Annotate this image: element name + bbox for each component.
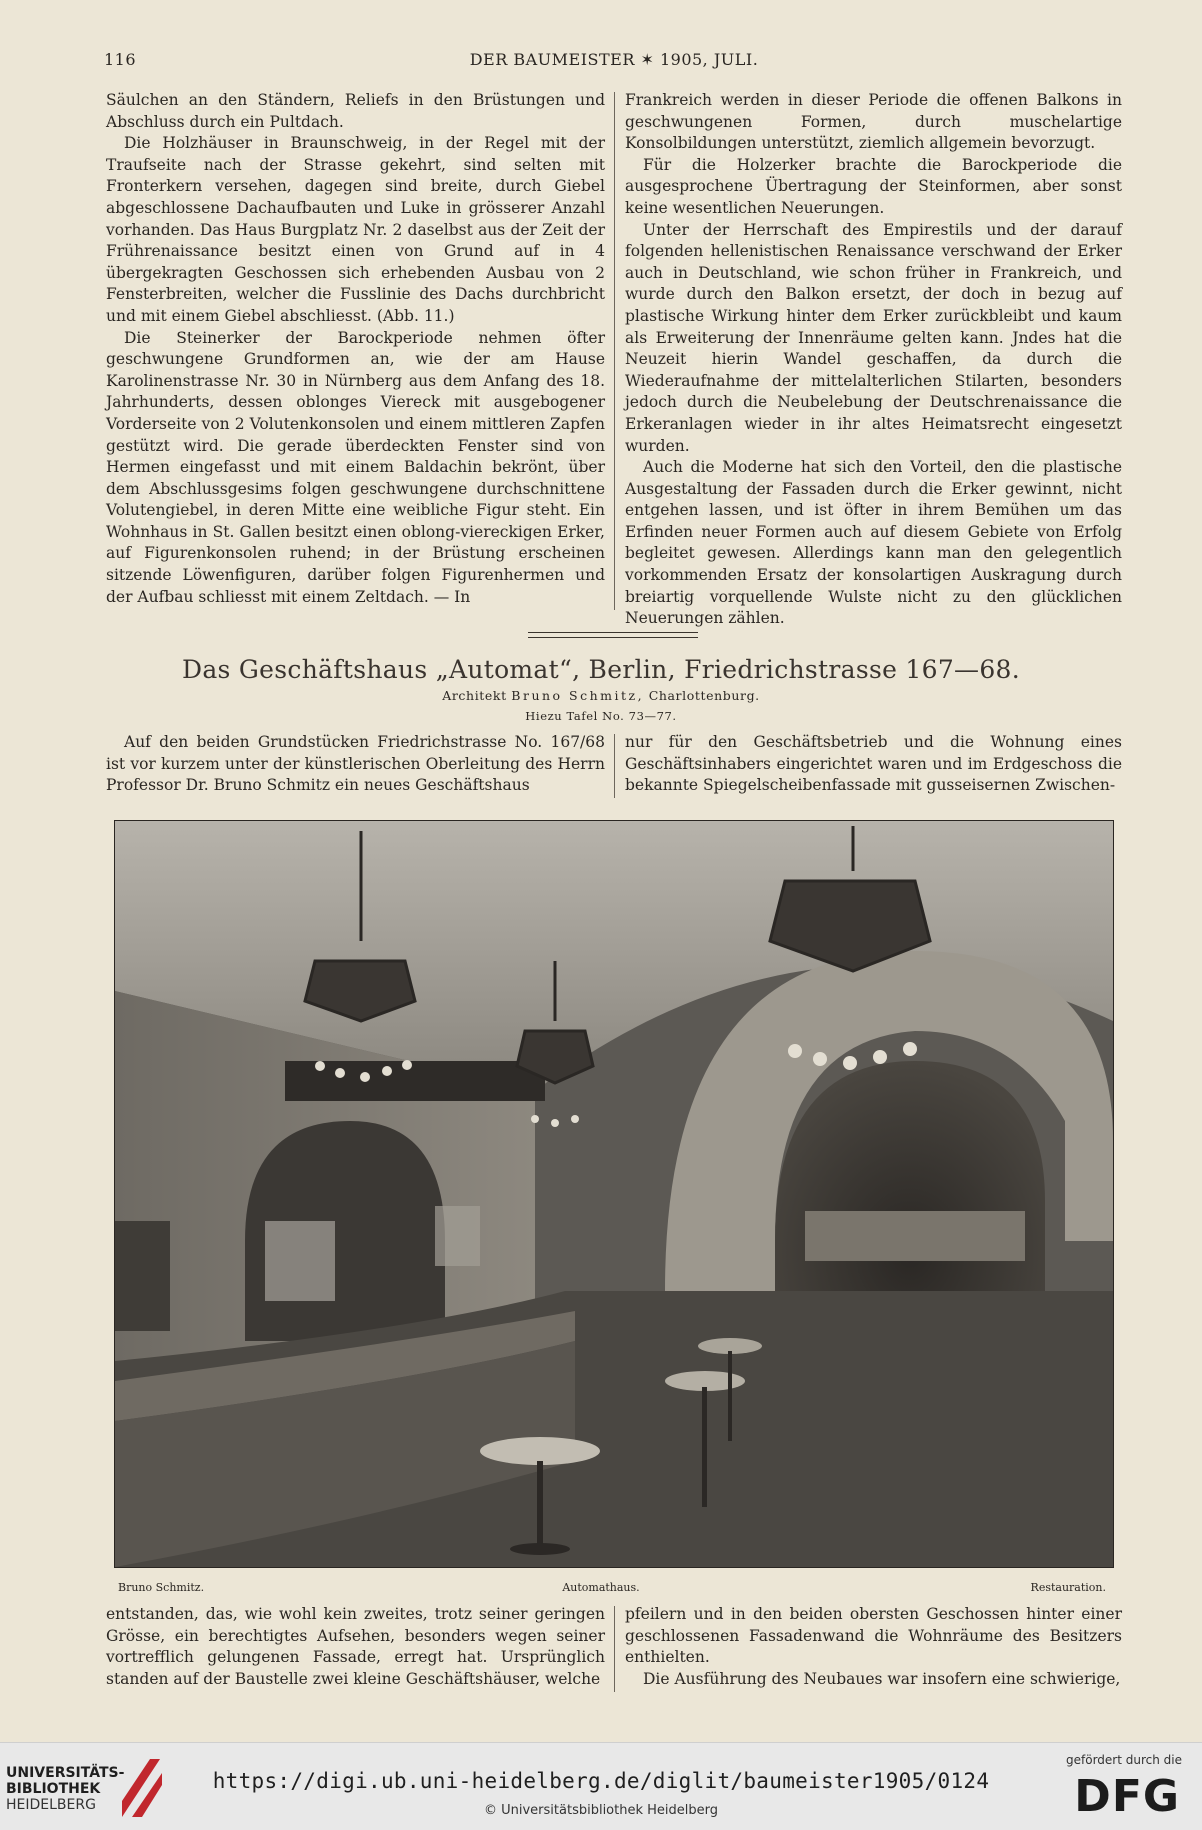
library-name-line2: BIBLIOTHEK [6,1781,101,1797]
paragraph: Auch die Moderne hat sich den Vorteil, den die plastische Ausgestaltung der Fassaden durch die Erker gewinnt, nicht entgehen lassen, und ist öfter in ihrem Bemühen um das Erfinden neuer Formen auch auf diesem Gebiete von Erfolg begleitet gewesen. Allerdings kann man den gelegentlich vorkommenden Ersatz der konsolartigen Auskragung durch breiartig vorquellende Wulste nicht zu den glücklichen Neuerungen zählen. [625,458,1122,628]
viewer-footer [0,1742,1202,1830]
top-right-column [625,90,1122,630]
caption-left: Bruno Schmitz. [118,1581,205,1594]
mid-left-column [106,732,605,797]
paragraph: Unter der Herrschaft des Empirestils und der darauf folgenden hellenistischen Renaissance verschwand der Erker auch in Deutschland, wie schon früher in Frankreich, und wurde durch den Balkon ersetzt, der doch in bezug auf plastische Wirkung hinter dem Erker zurückbleibt und kaum als Erweiterung der Innenräume gelten kann. Jndes hat die Neuzeit hierin Wandel geschaffen, da durch die Wiederaufnahme der mittelalterlichen Stilarten, besonders jedoch durch die Neubelebung der Deutschrenaissance die Erkeranlagen wieder in ihr altes Heimatsrecht eingesetzt wurden. [625,220,1122,455]
library-name-line3: HEIDELBERG [6,1797,96,1813]
paragraph: nur für den Geschäftsbetrieb und die Wohnung eines Geschäftsinhabers eingerichtet waren und im Erdgeschoss die bekannte Spiegelscheibenfassade mit gusseisernen Zwischen- [625,733,1122,795]
caption-center: Automathaus. [562,1581,640,1594]
article-title: Das Geschäftshaus „Automat“, Berlin, Friedrichstrasse 167—68. [181,655,1021,684]
bottom-right-column [625,1604,1122,1690]
paragraph: Frankreich werden in dieser Periode die offenen Balkons in geschwungenen Formen, durch muschelartige Konsolbildungen unterstützt, ziemlich allgemein bevorzugt. [625,91,1122,153]
section-rule [528,632,698,638]
bottom-left-column [106,1604,605,1690]
article-architect [0,688,1202,703]
funding-note: gefördert durch die [1066,1753,1182,1767]
interior-photograph [114,820,1114,1568]
photo-illustration [115,821,1113,1567]
paragraph: pfeilern und in den beiden obersten Geschossen hinter einer geschlossenen Fassadenwand die Wohnräume des Besitzers enthielten. [625,1605,1122,1667]
paragraph: Die Ausführung des Neubaues war insofern eine schwierige, [643,1669,1121,1688]
column-divider [614,734,615,798]
paragraph: Für die Holzerker brachte die Barockperiode die ausgesprochene Übertragung der Steinformen, aber sonst keine wesentlichen Neuerungen. [625,155,1122,217]
running-title: DER BAUMEISTER ✶ 1905, JULI. [469,50,759,69]
caption-right: Restauration. [1030,1581,1106,1594]
architect-place: Charlottenburg. [648,688,760,703]
architect-name: Bruno Schmitz, [511,688,645,703]
paragraph: Die Holzhäuser in Braunschweig, in der Regel mit der Traufseite nach der Strasse gekehrt, sind selten mit Fronterkern versehen, dagegen sind breite, durch Giebel abgeschlossene Dachaufbauten und Luke in grösserer Anzahl vorhanden. Das Haus Burgplatz Nr. 2 daselbst aus der Zeit der Frührenaissance besitzt einen von Grund auf in 4 übergekragten Geschossen sich erhebenden Ausbau von 2 Fensterbreiten, welcher die Fusslinie des Dachs durchbricht und mit einem Giebel abschliesst. (Abb. 11.) [106,134,605,325]
paragraph: Die Steinerker der Barockperiode nehmen öfter geschwungene Grundformen an, wie der am Hause Karolinenstrasse Nr. 30 in Nürnberg aus dem Anfang des 18. Jahrhunderts, dessen oblonges Viereck mit ausgebogener Vorderseite von 2 Volutenkonsolen und einem mittleren Zapfen gestützt wird. Die gerade überdeckten Fenster sind von Hermen eingefasst und mit einem Baldachin bekrönt, über dem Abschlussgesims folgen geschwungene durchschnittene Volutengiebel, in deren Mitte eine weibliche Figur steht. Ein Wohnhaus in St. Gallen besitzt einen oblong-viereckigen Erker, auf Figurenkonsolen ruhend; in der Brüstung erscheinen sitzende Löwenfiguren, darüber folgen Figurenhermen und der Aufbau schliesst mit einem Zeltdach. — In [106,328,605,606]
column-divider [614,92,615,610]
mid-right-column [625,732,1122,797]
paragraph: Säulchen an den Ständern, Reliefs in den Brüstungen und Abschluss durch ein Pultdach. [106,91,605,131]
library-name-line1: UNIVERSITÄTS- [6,1765,125,1781]
paragraph: Auf den beiden Grundstücken Friedrichstrasse No. 167/68 ist vor kurzem unter der künstlerischen Oberleitung des Herrn Professor Dr. Bruno Schmitz ein neues Geschäftshaus [106,733,605,795]
column-divider [614,1606,615,1692]
top-left-column [106,90,605,608]
paragraph: entstanden, das, wie wohl kein zweites, trotz seiner geringen Grösse, ein berechtigtes Aufsehen, besonders wegen seiner vortrefflich gelungenen Fassade, erregt hat. Ursprünglich standen auf der Baustelle zwei kleine Geschäftshäuser, welche [106,1605,605,1688]
copyright-notice: © Universitätsbibliothek Heidelberg [483,1803,718,1818]
architect-prefix: Architekt [442,688,507,703]
dfg-logo[interactable]: DFG [1074,1771,1180,1822]
permalink-url[interactable]: https://digi.ub.uni-heidelberg.de/diglit/baumeister1905/0124 [212,1769,990,1793]
article-plates: Hiezu Tafel No. 73—77. [525,709,677,723]
page-number: 116 [104,50,137,69]
